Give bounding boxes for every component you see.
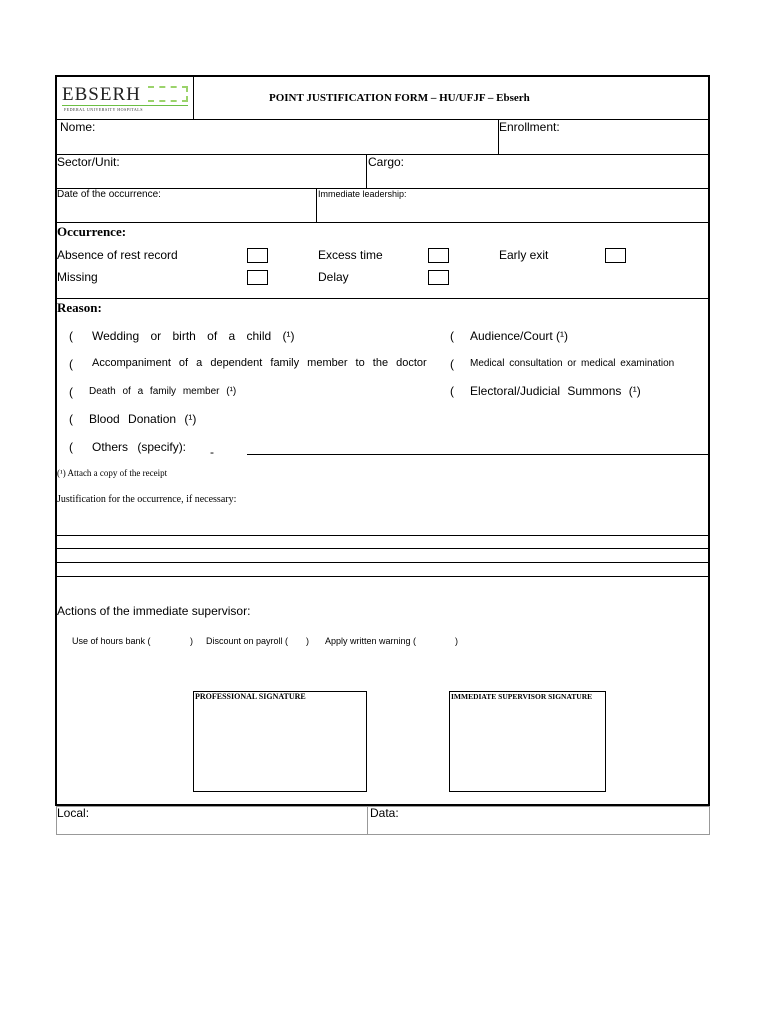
row-line-3 <box>56 222 709 223</box>
data-label: Data: <box>370 806 399 820</box>
electoral-paren[interactable]: ( <box>450 384 454 398</box>
justification-line-4 <box>56 576 709 577</box>
supervisor-signature-box[interactable] <box>449 691 606 792</box>
justification-line-3 <box>56 562 709 563</box>
reason-heading: Reason: <box>57 300 102 315</box>
local-field[interactable] <box>100 808 365 833</box>
audience-paren[interactable]: ( <box>450 329 454 343</box>
death-paren[interactable]: ( <box>69 385 73 399</box>
justification-line-1 <box>56 535 709 536</box>
form-title: POINT JUSTIFICATION FORM – HU/UFJF – Ebserh <box>269 92 530 104</box>
others-label: Others (specify): <box>92 440 187 454</box>
audience-label: Audience/Court (¹) <box>470 329 569 343</box>
electoral-label: Electoral/Judicial Summons (¹) <box>470 384 641 398</box>
nome-field[interactable] <box>57 134 497 152</box>
professional-signature-box[interactable] <box>193 691 367 792</box>
early-exit-checkbox[interactable] <box>605 248 626 263</box>
supervisor-signature-label: IMMEDIATE SUPERVISOR SIGNATURE <box>451 692 593 701</box>
discount-close: ) <box>306 636 309 646</box>
accompaniment-label: Accompaniment of a dependent family member to the doctor <box>92 357 427 369</box>
death-label: Death of a family member (¹) <box>89 386 237 397</box>
early-exit-label: Early exit <box>499 248 549 262</box>
logo-wordmark: EBSERH <box>62 84 141 105</box>
sector-label: Sector/Unit: <box>57 155 120 169</box>
sector-divider <box>366 154 367 188</box>
cargo-field[interactable] <box>368 170 707 187</box>
immediate-leadership-field[interactable] <box>318 203 707 221</box>
delay-label: Delay <box>318 270 349 284</box>
warning-label[interactable]: Apply written warning ( <box>325 636 417 646</box>
discount-label[interactable]: Discount on payroll ( <box>206 636 289 646</box>
wedding-paren[interactable]: ( <box>69 329 73 343</box>
sector-field[interactable] <box>57 170 364 187</box>
immediate-leadership-label: Immediate leadership: <box>318 189 407 199</box>
justification-field[interactable] <box>57 508 708 576</box>
footer-divider <box>367 806 368 835</box>
others-specify-line[interactable] <box>247 454 709 455</box>
blood-label: Blood Donation (¹) <box>89 412 197 426</box>
date-divider <box>316 188 317 222</box>
accompaniment-paren[interactable]: ( <box>69 357 73 371</box>
absence-label: Absence of rest record <box>57 248 178 262</box>
hours-bank-close: ) <box>190 636 193 646</box>
medical-paren[interactable]: ( <box>450 357 454 371</box>
cargo-label: Cargo: <box>368 155 405 169</box>
delay-checkbox[interactable] <box>428 270 449 285</box>
others-dash: - <box>210 445 214 459</box>
absence-checkbox[interactable] <box>247 248 268 263</box>
others-paren[interactable]: ( <box>69 440 73 454</box>
logo-dashes <box>148 86 188 102</box>
logo-underline <box>62 105 188 106</box>
attach-note: (¹) Attach a copy of the receipt <box>57 468 168 478</box>
ebserh-logo <box>60 82 190 116</box>
medical-label: Medical consultation or medical examination <box>470 358 675 369</box>
local-label: Local: <box>57 806 90 820</box>
nome-label: Nome: <box>60 120 96 134</box>
professional-signature-label: PROFESSIONAL SIGNATURE <box>195 692 306 701</box>
occurrence-heading: Occurrence: <box>57 224 127 239</box>
hours-bank-label[interactable]: Use of hours bank ( <box>72 636 151 646</box>
row-line-4 <box>56 298 709 299</box>
justification-line-2 <box>56 548 709 549</box>
enrollment-label: Enrollment: <box>499 120 560 134</box>
logo-subtitle: FEDERAL UNIVERSITY HOSPITALS <box>64 107 143 112</box>
date-occurrence-label: Date of the occurrence: <box>57 189 161 200</box>
excess-label: Excess time <box>318 248 383 262</box>
missing-label: Missing <box>57 270 98 284</box>
wedding-label: Wedding or birth of a child (¹) <box>92 329 295 343</box>
date-occurrence-field[interactable] <box>57 203 314 221</box>
data-field[interactable] <box>405 808 708 833</box>
enrollment-field[interactable] <box>500 134 707 152</box>
justification-label: Justification for the occurrence, if necessary: <box>57 494 237 505</box>
blood-paren[interactable]: ( <box>69 412 73 426</box>
supervisor-heading: Actions of the immediate supervisor: <box>57 604 251 618</box>
missing-checkbox[interactable] <box>247 270 268 285</box>
excess-checkbox[interactable] <box>428 248 449 263</box>
header-divider <box>193 76 194 120</box>
header-bottom-line <box>56 119 709 120</box>
warning-close: ) <box>455 636 458 646</box>
